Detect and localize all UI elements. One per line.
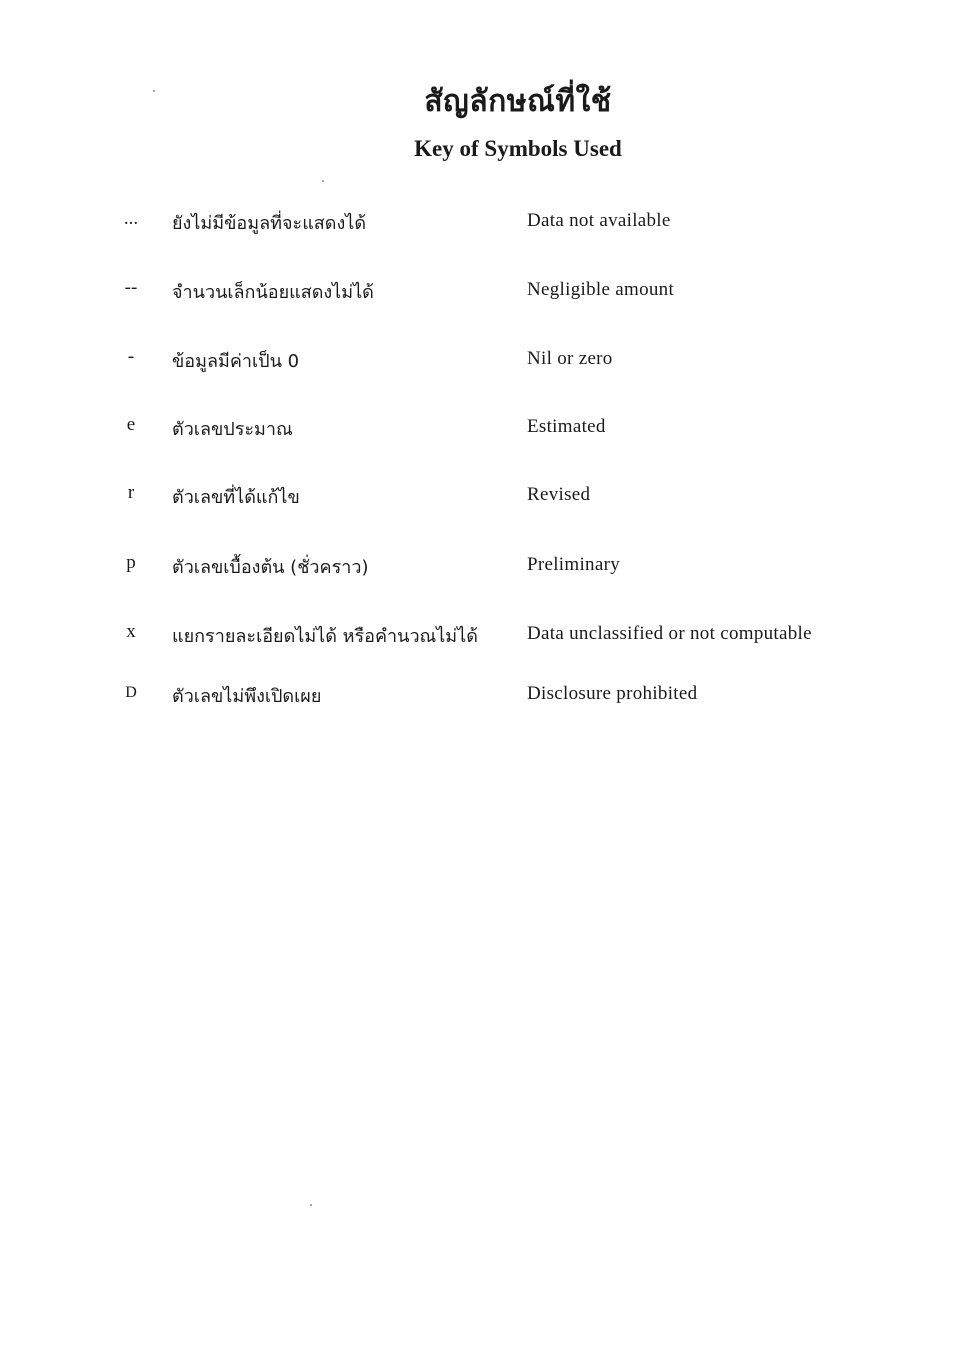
symbol-meaning-thai: ตัวเลขเบื้องต้น (ชั่วคราว) <box>172 557 369 578</box>
symbol-mark: - <box>127 346 135 367</box>
symbol-meaning-english: Preliminary <box>527 554 621 575</box>
symbol-meaning-thai: ยังไม่มีข้อมูลที่จะแสดงได้ <box>172 213 367 234</box>
symbol-mark: -- <box>124 277 138 298</box>
symbol-mark: ... <box>123 208 139 229</box>
symbol-row <box>0 277 966 317</box>
symbol-meaning-english: Disclosure prohibited <box>527 683 698 704</box>
scan-speck <box>322 180 324 182</box>
page-title-thai: สัญลักษณ์ที่ใช้ <box>424 84 612 119</box>
symbol-meaning-thai: ตัวเลขไม่พึงเปิดเผย <box>172 686 322 707</box>
symbol-meaning-english: Data unclassified or not computable <box>527 623 812 644</box>
symbol-mark: p <box>126 552 136 573</box>
symbol-row <box>0 208 966 248</box>
symbol-meaning-english: Data not available <box>527 210 671 231</box>
symbol-meaning-thai: ข้อมูลมีค่าเป็น 0 <box>172 351 300 372</box>
symbol-row <box>0 346 966 386</box>
scan-speck <box>153 90 155 92</box>
symbol-mark: r <box>127 482 135 503</box>
page-title-english: Key of Symbols Used <box>414 136 622 161</box>
symbol-meaning-thai: ตัวเลขประมาณ <box>172 419 293 440</box>
symbol-row <box>0 482 966 522</box>
symbol-row <box>0 681 966 721</box>
symbol-meaning-thai: จำนวนเล็กน้อยแสดงไม่ได้ <box>172 282 374 303</box>
symbol-meaning-english: Estimated <box>527 416 606 437</box>
symbol-mark: D <box>125 684 137 701</box>
symbol-meaning-english: Revised <box>527 484 591 505</box>
scan-speck <box>310 1204 312 1206</box>
symbol-meaning-thai: ตัวเลขที่ได้แก้ไข <box>172 487 300 508</box>
symbol-mark: e <box>126 414 136 435</box>
symbol-meaning-thai: แยกรายละเอียดไม่ได้ หรือคำนวณไม่ได้ <box>172 626 478 647</box>
symbol-meaning-english: Negligible amount <box>527 279 675 300</box>
symbol-mark: x <box>126 621 136 642</box>
symbol-row <box>0 621 966 661</box>
symbol-row <box>0 414 966 454</box>
symbol-row <box>0 552 966 592</box>
symbol-meaning-english: Nil or zero <box>527 348 613 369</box>
